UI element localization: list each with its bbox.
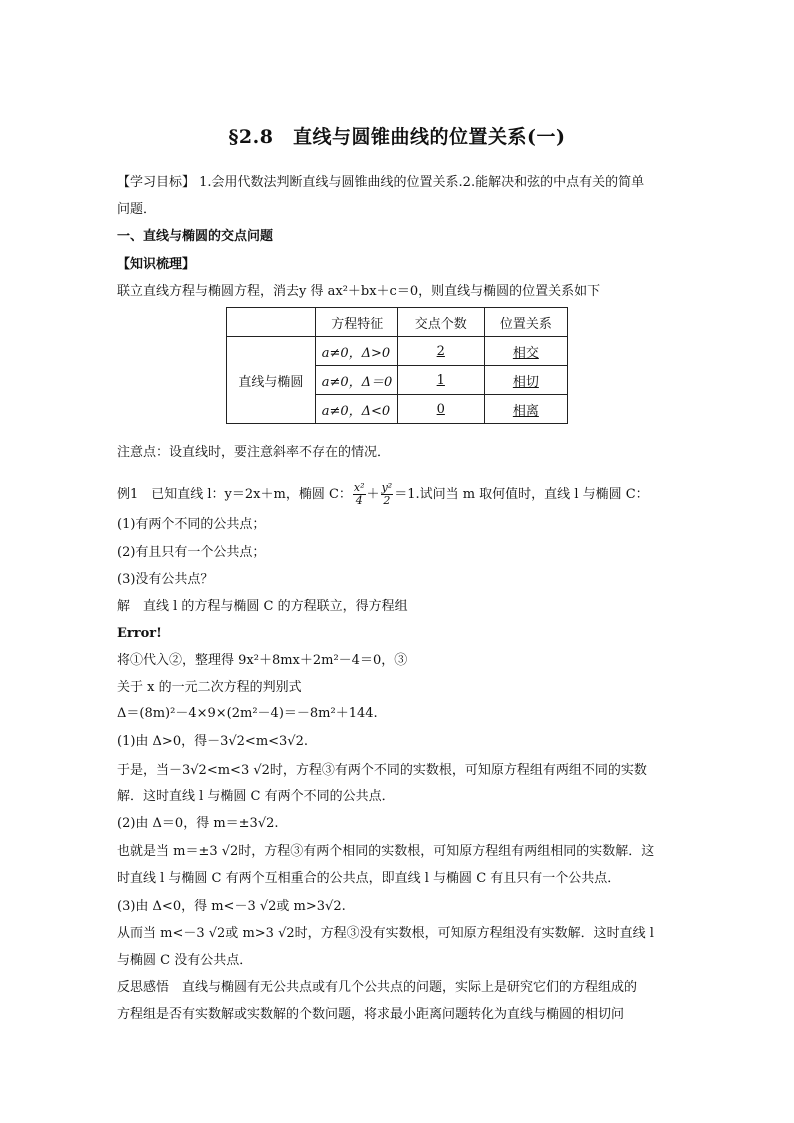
objective-line-1: 【学习目标】 1.会用代数法判断直线与圆锥曲线的位置关系.2.能解决和弦的中点有关的简单 [117,175,645,190]
question-2: (2)有且只有一个公共点； [117,545,266,560]
table-header-cell: 方程特征 [315,308,397,337]
intro-text: 联立直线方程与椭圆方程，消去y 得 ax²＋bx＋c＝0，则直线与椭圆的位置关系如下 [117,284,601,299]
fraction-denominator: 4 [355,494,363,507]
solution-line: (1)由 Δ>0，得－3√2<m<3√2. [117,734,308,749]
example-statement [117,482,649,507]
table-cell-count: 1 [436,372,445,388]
solution-line: 将①代入②，整理得 9x²＋8mx＋2m²－4＝0，③ [117,653,408,668]
fraction-x2-over-4 [353,482,366,507]
table-cell-condition: a≠0，Δ>0 [315,337,397,366]
solution-line: 与椭圆 C 没有公共点． [117,953,253,968]
reflection-line: 反思感悟 直线与椭圆有无公共点或有几个公共点的问题，实际上是研究它们的方程组成的 [117,980,638,995]
solution-line: 解．这时直线 l 与椭圆 C 有两个不同的公共点． [117,789,395,804]
page-title: §2.8 直线与圆锥曲线的位置关系(一) [228,126,566,148]
solution-line: Δ＝(8m)²－4×9×(2m²－4)＝－8m²＋144. [117,706,378,721]
fraction-numerator: x² [353,481,365,494]
table-cell-count: 2 [436,343,445,359]
table-row-label: 直线与椭圆 [227,337,316,424]
solution-line: 解 直线 l 的方程与椭圆 C 的方程联立，得方程组 [117,599,408,614]
plus-sign: ＋ [366,487,380,502]
table-cell-count: 0 [436,401,445,417]
position-relation-table [226,307,568,424]
solution-line: 于是，当－3√2<m<3 √2时，方程③有两个不同的实数根，可知原方程组有两组不同的实数 [117,763,647,778]
solution-line: 时直线 l 与椭圆 C 有两个互相重合的公共点，即直线 l 与椭圆 C 有且只有一个公共点． [117,871,621,886]
table-header-row [227,308,568,337]
table-cell-relation: 相切 [512,374,539,390]
solution-line: 也就是当 m＝±3 √2时，方程③有两个相同的实数根，可知原方程组有两组相同的实数解．这 [117,844,655,859]
example-prefix: 例1 已知直线 l：y＝2x＋m，椭圆 C： [117,487,352,502]
fraction-y2-over-2 [381,482,394,507]
note-text: 注意点：设直线时，要注意斜率不存在的情况． [117,445,391,460]
knowledge-label: 【知识梳理】 [117,257,196,272]
question-1: (1)有两个不同的公共点； [117,517,266,532]
error-text: Error! [117,626,162,641]
table-cell-relation: 相离 [512,403,539,419]
fraction-denominator: 2 [383,494,391,507]
table-header-cell: 交点个数 [397,308,484,337]
section-heading: 一、直线与椭圆的交点问题 [117,229,274,244]
example-suffix: ＝1.试问当 m 取何值时，直线 l 与椭圆 C： [394,487,649,502]
table-cell-condition: a≠0，Δ＝0 [315,366,397,395]
solution-line: 关于 x 的一元二次方程的判别式 [117,680,302,695]
table-header-cell [227,308,316,337]
table-row [227,337,568,366]
table-cell-condition: a≠0，Δ<0 [315,395,397,424]
objective-line-2: 问题． [117,202,157,217]
table-header-cell: 位置关系 [484,308,567,337]
solution-line: (2)由 Δ＝0，得 m＝±3√2. [117,816,279,831]
table-cell-relation: 相交 [512,345,539,361]
fraction-numerator: y² [381,481,393,494]
solution-line: (3)由 Δ<0，得 m<－3 √2或 m>3√2. [117,899,346,914]
solution-line: 从而当 m<－3 √2或 m>3 √2时，方程③没有实数根，可知原方程组没有实数解．这时直线 l [117,926,654,941]
question-3: (3)没有公共点？ [117,572,214,587]
reflection-line: 方程组是否有实数解或实数解的个数问题，将求最小距离问题转化为直线与椭圆的相切问 [117,1007,625,1022]
